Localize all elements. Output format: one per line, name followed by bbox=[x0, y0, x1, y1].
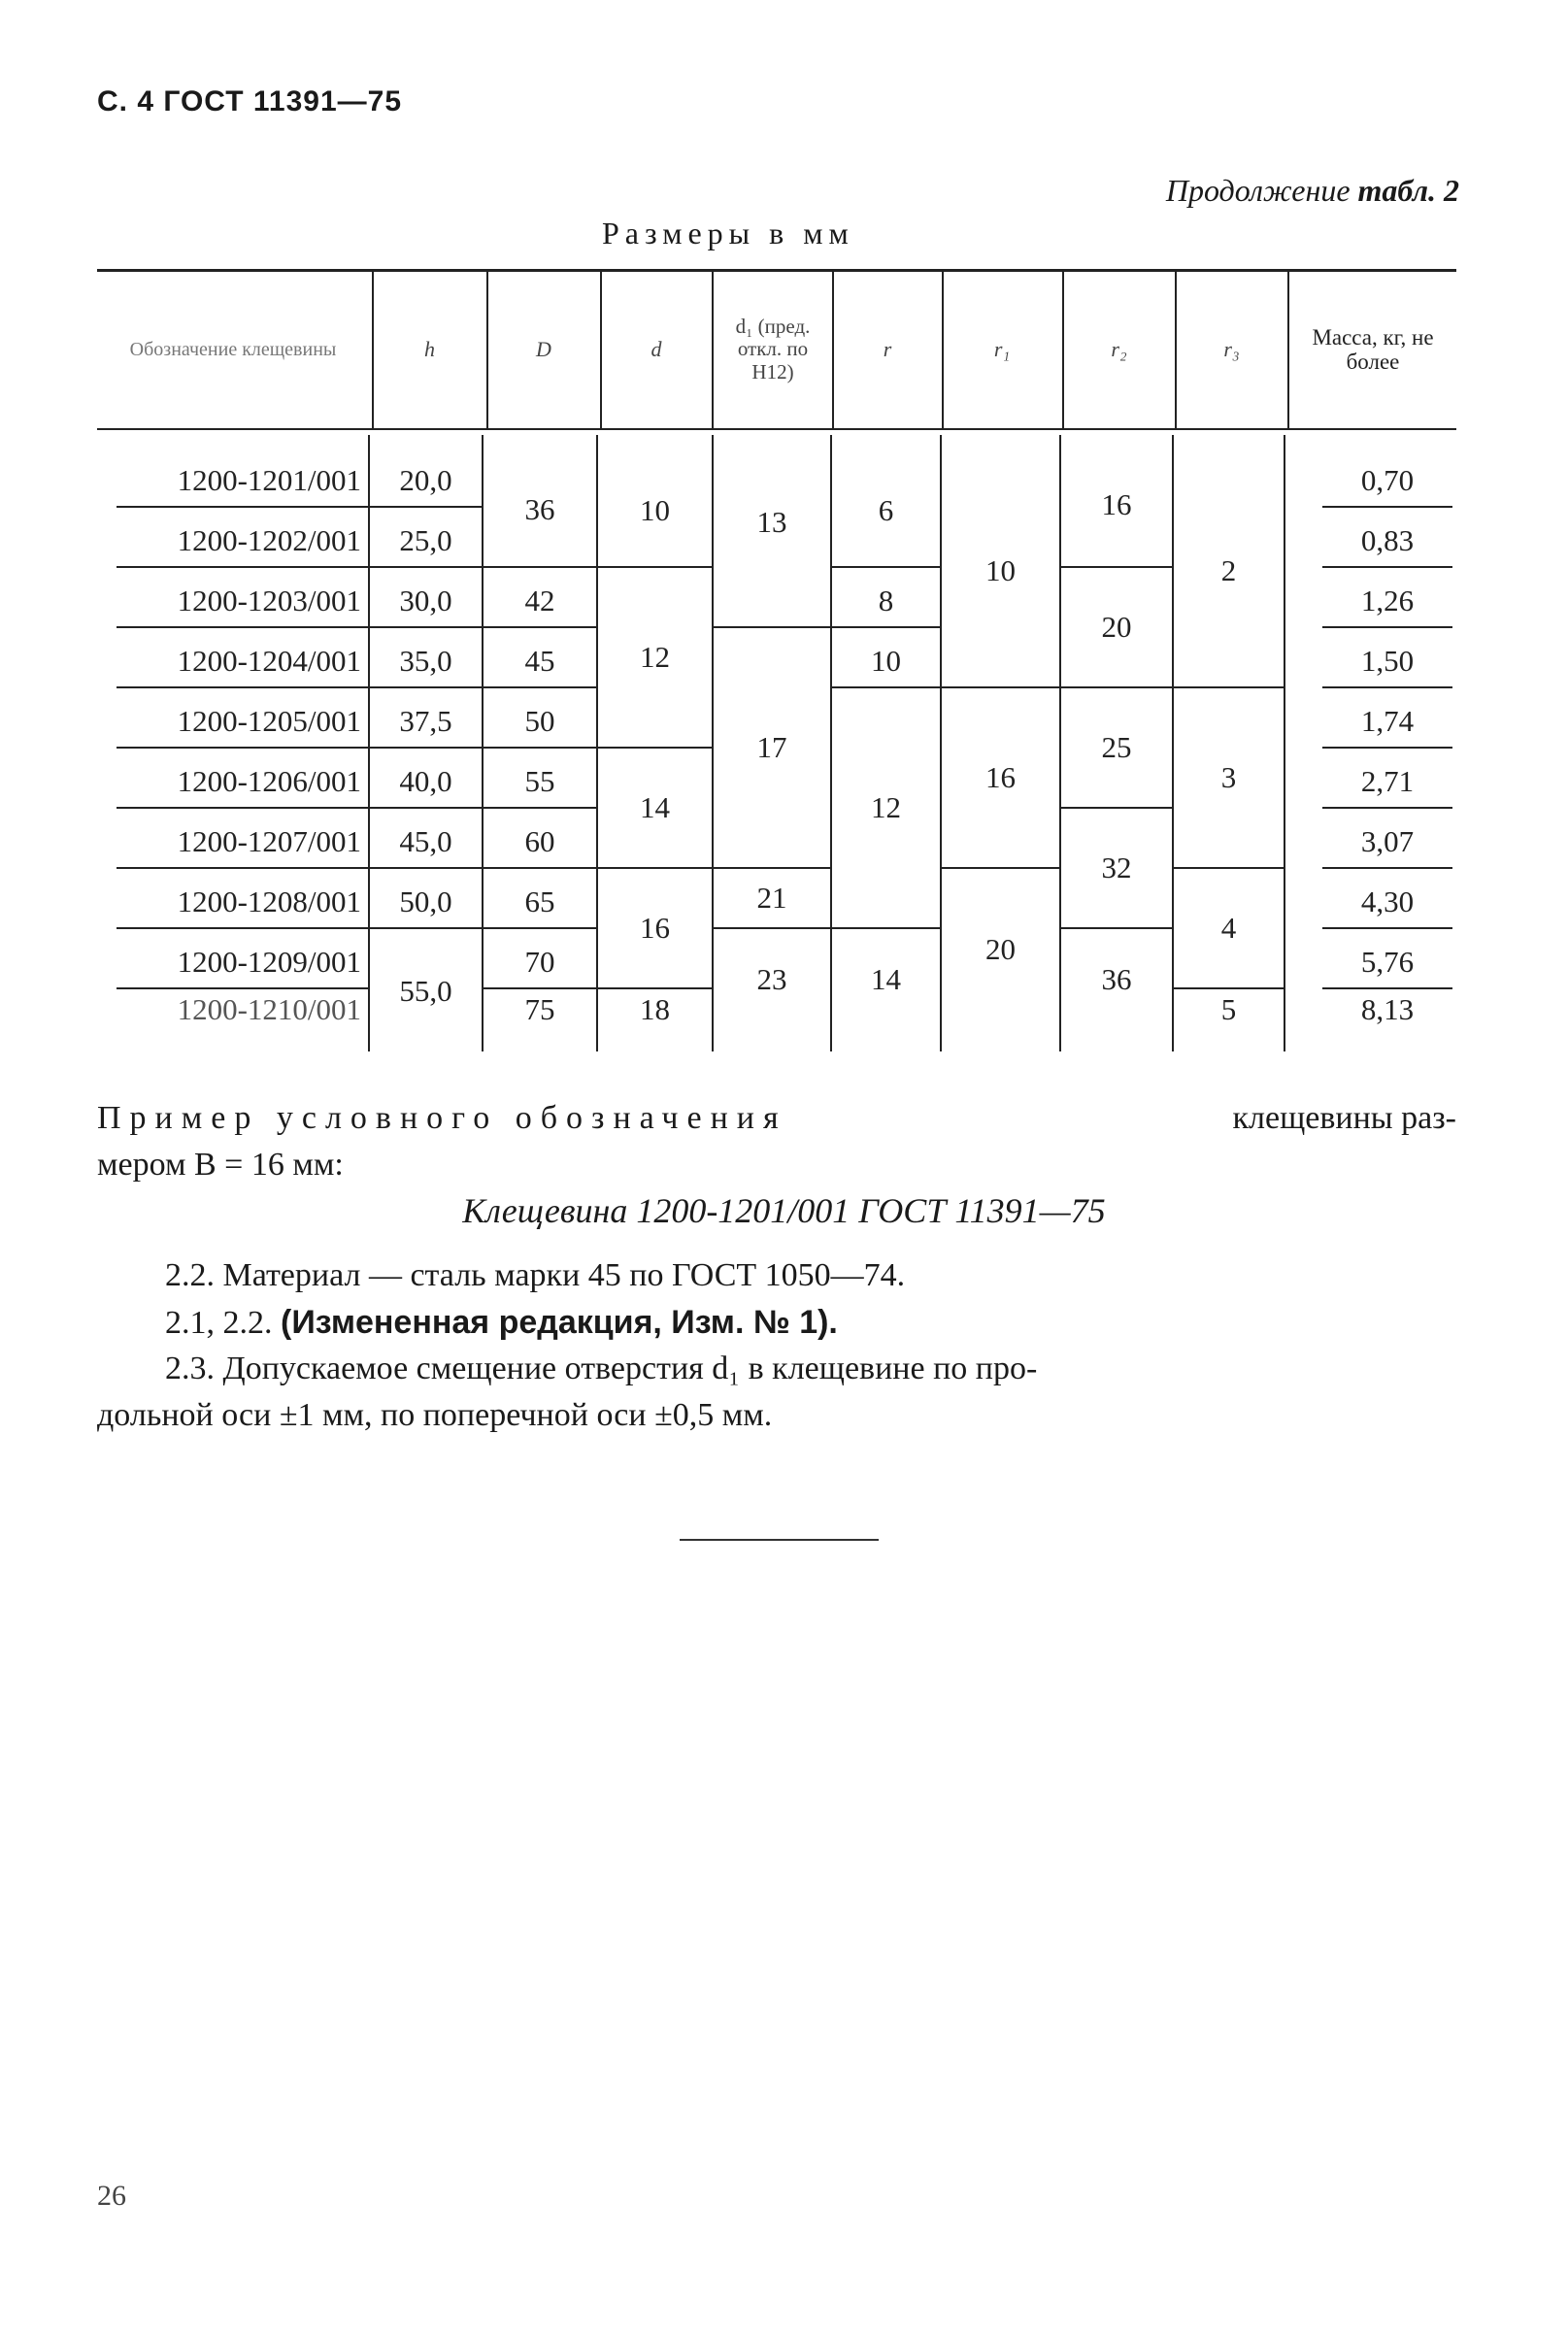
row-rule bbox=[483, 807, 597, 809]
D-cell: 36 bbox=[524, 492, 555, 526]
d-cell: 16 bbox=[640, 910, 670, 945]
designation-cell: 1200-1203/001 bbox=[177, 584, 361, 617]
row-rule bbox=[117, 626, 483, 628]
row-rule bbox=[483, 626, 597, 628]
clause-2-3 bbox=[97, 1346, 1456, 1439]
d-cell: 10 bbox=[640, 493, 670, 527]
continuation-table-ref: табл. 2 bbox=[1357, 173, 1459, 208]
h-cell: 30,0 bbox=[399, 584, 452, 617]
row-rule bbox=[1322, 927, 1452, 929]
d-cell: 12 bbox=[640, 640, 670, 674]
col-header-mass: Масса, кг, не более bbox=[1312, 324, 1434, 374]
r2-cell: 20 bbox=[1101, 609, 1132, 644]
row-rule bbox=[831, 566, 941, 568]
r3-cell: 3 bbox=[1220, 759, 1237, 794]
h-cell: 45,0 bbox=[399, 824, 452, 858]
h-cell: 55,0 bbox=[399, 974, 452, 1008]
row-rule bbox=[483, 686, 597, 688]
designation-cell: 1200-1208/001 bbox=[177, 884, 361, 918]
row-rule bbox=[1322, 747, 1452, 749]
row-rule bbox=[117, 566, 483, 568]
r-cell: 12 bbox=[871, 789, 901, 824]
D-cell: 50 bbox=[524, 704, 555, 738]
D-cell: 75 bbox=[524, 992, 555, 1026]
page-number: 26 bbox=[97, 2180, 126, 2212]
col-header-h: h bbox=[424, 336, 435, 361]
D-cell: 65 bbox=[524, 884, 555, 918]
col-header-r1: r₁ bbox=[993, 336, 1011, 361]
designation-cell: 1200-1201/001 bbox=[177, 463, 361, 497]
row-rule bbox=[1322, 807, 1452, 809]
designation-cell: 1200-1202/001 bbox=[177, 523, 361, 557]
mass-cell: 5,76 bbox=[1360, 945, 1415, 979]
designation-cell: 1200-1209/001 bbox=[177, 945, 361, 979]
units-caption: Размеры в мм bbox=[602, 216, 854, 250]
r2-cell: 16 bbox=[1101, 487, 1132, 521]
row-rule bbox=[117, 927, 483, 929]
example-designation: Клещевина 1200-1201/001 ГОСТ 11391—75 bbox=[462, 1191, 1106, 1230]
mass-cell: 1,50 bbox=[1360, 644, 1415, 678]
designation-cell: 1200-1206/001 bbox=[177, 764, 361, 798]
clause-amendment bbox=[97, 1299, 1456, 1347]
example-line-2: мером B = 16 мм: bbox=[97, 1147, 344, 1183]
h-cell: 35,0 bbox=[399, 644, 452, 678]
end-rule bbox=[680, 1539, 879, 1541]
example-spaced-text: Пример условного обозначения bbox=[97, 1100, 787, 1136]
designation-cell: 1200-1205/001 bbox=[177, 704, 361, 738]
mass-cell: 3,07 bbox=[1360, 824, 1415, 858]
D-cell: 60 bbox=[524, 824, 555, 858]
D-cell: 45 bbox=[524, 644, 555, 678]
mass-cell: 0,83 bbox=[1360, 523, 1415, 557]
row-rule bbox=[117, 807, 483, 809]
example-paragraph bbox=[97, 1095, 1456, 1188]
col-header-d1: d₁ (пред. откл. по H12) bbox=[735, 315, 811, 384]
r2-cell: 36 bbox=[1101, 962, 1132, 996]
row-rule bbox=[117, 506, 483, 508]
row-rule bbox=[117, 867, 483, 869]
d1-cell: 23 bbox=[756, 962, 787, 996]
r-cell: 8 bbox=[878, 584, 894, 617]
clause-2-2: 2.2. Материал — сталь марки 45 по ГОСТ 1050—74. bbox=[165, 1257, 906, 1293]
r1-cell: 20 bbox=[985, 932, 1016, 966]
col-header-D: D bbox=[536, 336, 551, 361]
r2-cell: 32 bbox=[1101, 850, 1132, 884]
r-cell: 10 bbox=[871, 644, 901, 678]
table-continuation-note bbox=[1166, 173, 1459, 209]
D-cell: 42 bbox=[524, 584, 555, 617]
mass-cell: 0,70 bbox=[1360, 463, 1415, 497]
vline bbox=[712, 272, 714, 429]
mass-cell: 1,26 bbox=[1360, 584, 1415, 617]
h-cell: 25,0 bbox=[399, 523, 452, 557]
row-rule bbox=[1322, 686, 1452, 688]
mass-cell: 2,71 bbox=[1360, 764, 1415, 798]
d1-cell: 17 bbox=[756, 729, 787, 764]
row-rule bbox=[1322, 867, 1452, 869]
designation-cell: 1200-1210/001 bbox=[177, 992, 361, 1026]
row-rule bbox=[117, 747, 483, 749]
row-rule bbox=[831, 626, 941, 628]
d1-cell: 21 bbox=[756, 880, 787, 915]
example-rest-text: клещевины раз- bbox=[1232, 1100, 1456, 1136]
col-header-r2: r₂ bbox=[1111, 336, 1127, 361]
table-top-rule bbox=[97, 269, 1456, 272]
h-cell: 20,0 bbox=[399, 463, 452, 497]
r-cell: 6 bbox=[878, 493, 894, 527]
D-cell: 70 bbox=[524, 945, 555, 979]
mass-cell: 1,74 bbox=[1360, 704, 1415, 738]
page-header: С. 4 ГОСТ 11391—75 bbox=[97, 85, 403, 117]
row-rule bbox=[483, 747, 597, 749]
col-header-d: d bbox=[651, 336, 662, 361]
continuation-text: Продолжение bbox=[1165, 173, 1351, 208]
designation-cell: 1200-1207/001 bbox=[177, 824, 361, 858]
r3-cell: 5 bbox=[1220, 992, 1237, 1026]
mass-cell: 4,30 bbox=[1360, 884, 1415, 918]
r2-cell: 25 bbox=[1101, 729, 1132, 764]
r-cell: 14 bbox=[871, 962, 901, 996]
row-rule bbox=[1322, 506, 1452, 508]
D-cell: 55 bbox=[524, 764, 555, 798]
h-cell: 37,5 bbox=[399, 704, 452, 738]
col-header-designation: Обозначение клещевины bbox=[129, 339, 337, 360]
amendment-ref: 2.1, 2.2. bbox=[165, 1305, 273, 1341]
amendment-note: (Измененная редакция, Изм. № 1). bbox=[281, 1304, 838, 1341]
clause-2-3-line-1: 2.3. Допускаемое смещение отверстия d₁ в клещевине по про- bbox=[165, 1351, 1038, 1386]
d-cell: 14 bbox=[640, 789, 670, 824]
clause-2-3-line-2: дольной оси ±1 мм, по поперечной оси ±0,5 мм. bbox=[97, 1397, 773, 1433]
d1-cell: 13 bbox=[756, 504, 787, 539]
row-rule bbox=[483, 927, 597, 929]
h-cell: 40,0 bbox=[399, 764, 452, 798]
table-header-rule bbox=[97, 428, 1456, 430]
h-cell: 50,0 bbox=[399, 884, 452, 918]
example-line-1 bbox=[97, 1095, 1456, 1142]
designation-cell: 1200-1204/001 bbox=[177, 644, 361, 678]
r3-cell: 4 bbox=[1220, 910, 1237, 945]
r1-cell: 16 bbox=[985, 759, 1016, 794]
row-rule bbox=[117, 686, 483, 688]
row-rule bbox=[483, 566, 597, 568]
mass-cell: 8,13 bbox=[1360, 992, 1415, 1026]
r1-cell: 10 bbox=[985, 553, 1016, 587]
r3-cell: 2 bbox=[1220, 553, 1237, 587]
row-rule bbox=[1322, 566, 1452, 568]
d-cell: 18 bbox=[640, 992, 670, 1026]
vline bbox=[1284, 435, 1285, 1051]
col-header-r3: r₃ bbox=[1223, 336, 1240, 361]
col-header-r: r bbox=[883, 336, 892, 361]
row-rule bbox=[1322, 626, 1452, 628]
row-rule bbox=[483, 867, 597, 869]
